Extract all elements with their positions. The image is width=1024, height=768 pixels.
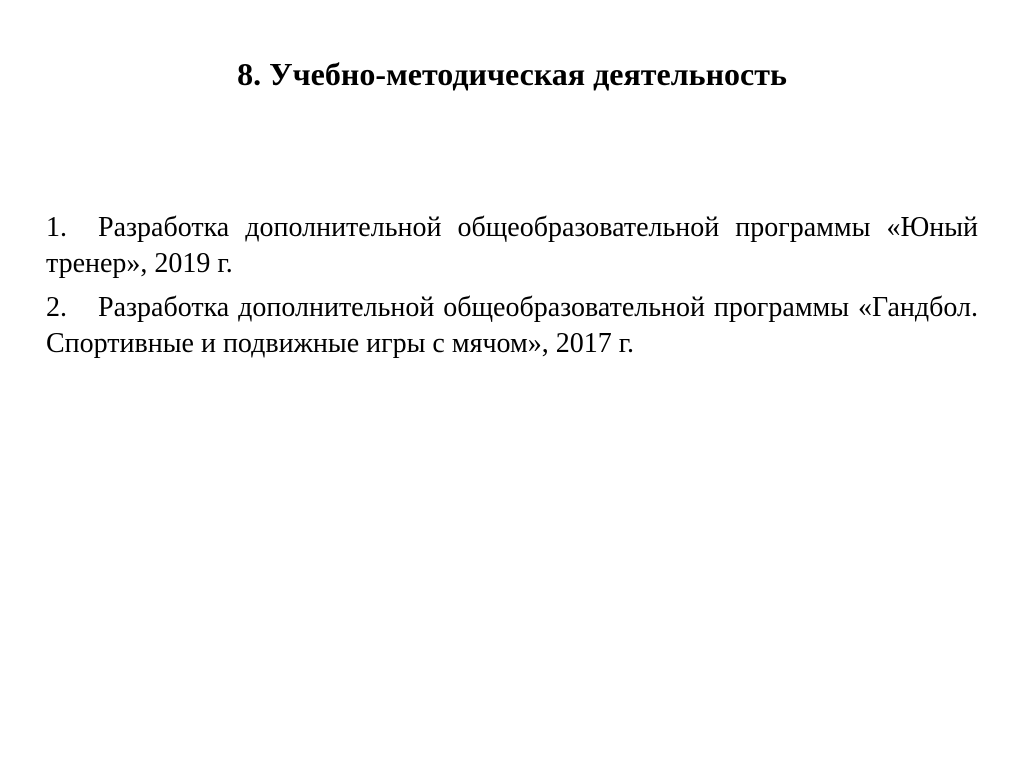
list-item-number: 2. <box>46 292 67 323</box>
list-item-text: Разработка дополнительной общеобразовательной программы «Гандбол. Спортивные и подвижные игры с мячом», 2017 г. <box>46 292 978 359</box>
slide-title: 8. Учебно-методическая деятельность <box>237 56 787 92</box>
list-item-text: Разработка дополнительной общеобразовательной программы «Юный тренер», 2019 г. <box>46 212 978 279</box>
list-item <box>46 290 978 362</box>
list-item <box>46 210 978 282</box>
list-item-number: 1. <box>46 212 67 243</box>
activity-list <box>46 210 978 370</box>
